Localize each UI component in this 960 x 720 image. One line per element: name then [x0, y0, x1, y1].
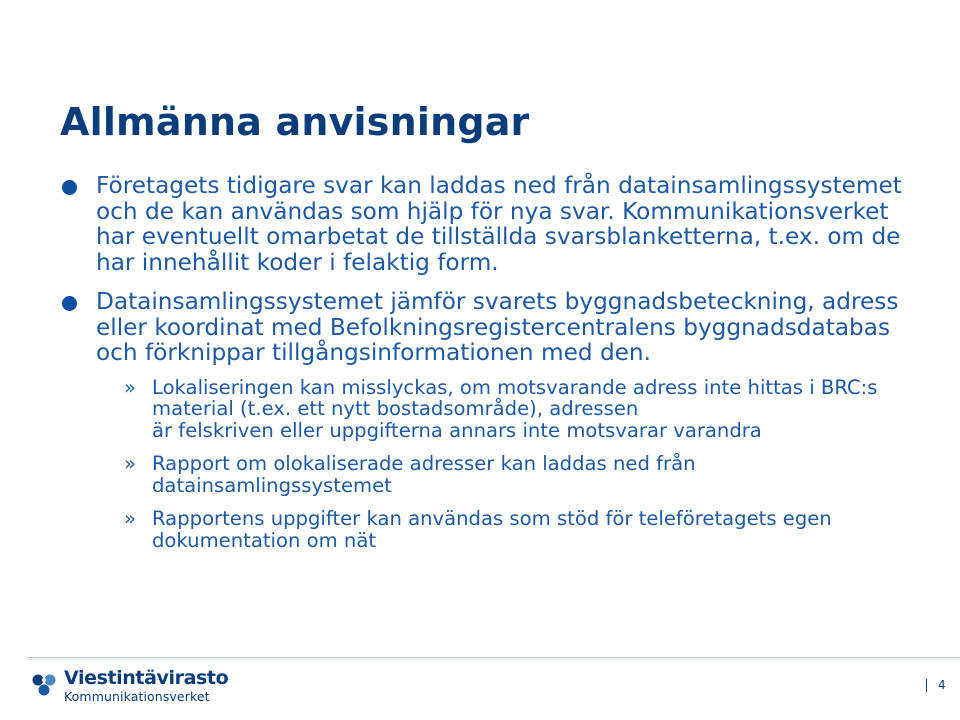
- footer-divider-secondary: [27, 659, 960, 660]
- sub-item-1-continuation: är felskriven eller uppgifterna annars inte motsvarar varandra: [152, 418, 762, 442]
- sub-item-1: [58, 377, 908, 420]
- bullet-dot-icon: [62, 180, 77, 195]
- bullet-item-2: [58, 289, 908, 366]
- slide-title: Allmänna anvisningar: [60, 100, 530, 144]
- bullet-item-1: [58, 173, 908, 275]
- slide-content: [58, 173, 908, 563]
- sub-item-3: [58, 508, 908, 551]
- footer-divider: [27, 657, 960, 658]
- page-number-separator: [926, 679, 927, 692]
- sub-marker: »: [124, 375, 136, 399]
- bullet-text-2: Datainsamlingssystemet jämför svarets byggnadsbeteckning, adress eller koordinat med Befolkningsregistercentralens byggnadsdatabas och förknippar tillgångsinformationen med den.: [96, 288, 899, 366]
- sub-text-2: Rapport om olokaliserade adresser kan laddas ned från datainsamlingssystemet: [152, 452, 696, 497]
- sub-marker: »: [124, 452, 136, 475]
- bullet-text-1: Företagets tidigare svar kan laddas ned från datainsamlingssystemet och de kan användas som hjälp för nya svar. Kommunikationsverket har eventuellt omarbetat de tillställda svarsblanketterna, t.ex. om de har innehållit koder i felaktig form.: [96, 172, 902, 276]
- page-number: 4: [938, 678, 946, 692]
- sub-text-3: Rapportens uppgifter kan användas som stöd för teleföretagets egen dokumentation om nät: [152, 507, 832, 552]
- logo-name: Viestintävirasto: [64, 667, 229, 689]
- viestintavirasto-logo-icon: [30, 670, 58, 700]
- footer-logo: [30, 668, 228, 708]
- sub-text-1: Lokaliseringen kan misslyckas, om motsvarande adress inte hittas i BRC:s material (t.ex. ett nytt bostadsområde), adressen: [152, 375, 878, 420]
- sub-item-2: [58, 453, 908, 496]
- logo-subname: Kommunikationsverket: [64, 689, 210, 704]
- bullet-dot-icon: [62, 296, 77, 311]
- sub-marker: »: [124, 507, 136, 530]
